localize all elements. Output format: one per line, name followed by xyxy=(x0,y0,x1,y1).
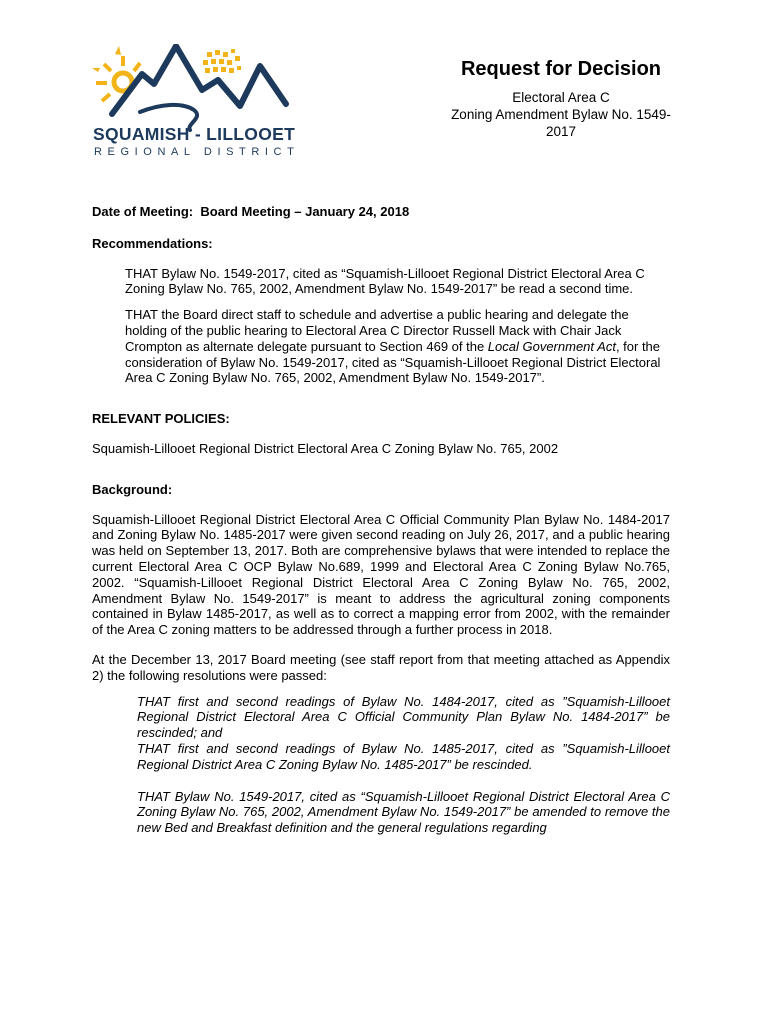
mountain-icon xyxy=(112,46,286,114)
background-heading: Background: xyxy=(92,481,173,497)
document-body xyxy=(92,204,670,836)
recommendations-heading: Recommendations: xyxy=(92,235,213,251)
resolution-1: THAT first and second readings of Bylaw No. 1484-2017, cited as ”Squamish-Lillooet Regional District Electoral Area C Official Community Plan Bylaw No. 1484-2017” be rescinded; and xyxy=(137,693,670,741)
meeting-date xyxy=(92,204,670,220)
recommendation-2 xyxy=(125,307,670,386)
page-title: Request for Decision xyxy=(460,58,662,80)
org-name: SQUAMISH - LILLOOET xyxy=(93,124,296,144)
recommendation-2-text-b: , for the consideration of Bylaw No. 1549-2017, cited as “Squamish-Lillooet Regional District Electoral Area C Zoning Bylaw No. 765, 2002, Amendment Bylaw No. 1549-2017”. xyxy=(125,338,661,386)
resolution-2: THAT first and second readings of Bylaw No. 1485-2017, cited as ”Squamish-Lillooet Regional District Area C Zoning Bylaw No. 1485-2017” be rescinded. xyxy=(137,740,670,772)
recommendation-1: THAT Bylaw No. 1549-2017, cited as “Squamish-Lillooet Regional District Electoral Area C Zoning Bylaw No. 765, 2002, Amendment Bylaw No. 1549-2017” be read a second time. xyxy=(125,265,645,297)
recommendation-2-text-a: THAT the Board direct staff to schedule and advertise a public hearing and delegate the holding of the public hearing to Electoral Area C Director Russell Mack with Chair Jack Crompton as alternate delegate pursuant to Section 469 of the xyxy=(125,307,629,354)
recommendation-2-act: Local Government Act xyxy=(487,338,616,354)
title-block xyxy=(420,58,702,140)
policies-heading: RELEVANT POLICIES: xyxy=(92,411,230,427)
org-subtitle: REGIONAL DISTRICT xyxy=(94,146,300,158)
background-para-1: Squamish-Lillooet Regional District Electoral Area C Official Community Plan Bylaw No. 1484-2017 and Zoning Bylaw No. 1485-2017 were given second reading on July 26, 2017, and a public hearing was held on September 13, 2017. Both are comprehensive bylaws that were intended to replace the current Electoral Area C OCP Bylaw No.689, 1999 and Electoral Area C Zoning Bylaw No.765, 2002. “Squamish-Lillooet Regional District Electoral Area C Zoning Bylaw No. 765, 2002, Amendment Bylaw No. 1549-2017” is meant to address the agricultural zoning components contained in Bylaw 1485-2017, as well as to correct a mapping error from 2002, with the remainder of the Area C zoning matters to be addressed through a further process in 2018. xyxy=(92,511,670,638)
sun-icon xyxy=(92,46,140,101)
dotted-sun-icon xyxy=(203,49,241,73)
meeting-label: Date of Meeting: xyxy=(92,204,194,219)
background-para-2: At the December 13, 2017 Board meeting (see staff report from that meeting attached as Appendix 2) the following resolutions were passed: xyxy=(92,651,670,683)
title-line-1: Electoral Area C xyxy=(512,90,610,105)
title-line-3: 2017 xyxy=(545,124,577,139)
title-line-2: Zoning Amendment Bylaw No. 1549- xyxy=(451,107,671,122)
policies-text: Squamish-Lillooet Regional District Electoral Area C Zoning Bylaw No. 765, 2002 xyxy=(92,440,559,456)
resolution-3: THAT Bylaw No. 1549-2017, cited as “Squamish-Lillooet Regional District Electoral Area C Zoning Bylaw No. 765, 2002, Amendment Bylaw No. 1549-2017” be amended to remove the new Bed and Breakfast definition and the general regulations regarding xyxy=(137,788,670,836)
meeting-value: Board Meeting – January 24, 2018 xyxy=(200,204,410,219)
